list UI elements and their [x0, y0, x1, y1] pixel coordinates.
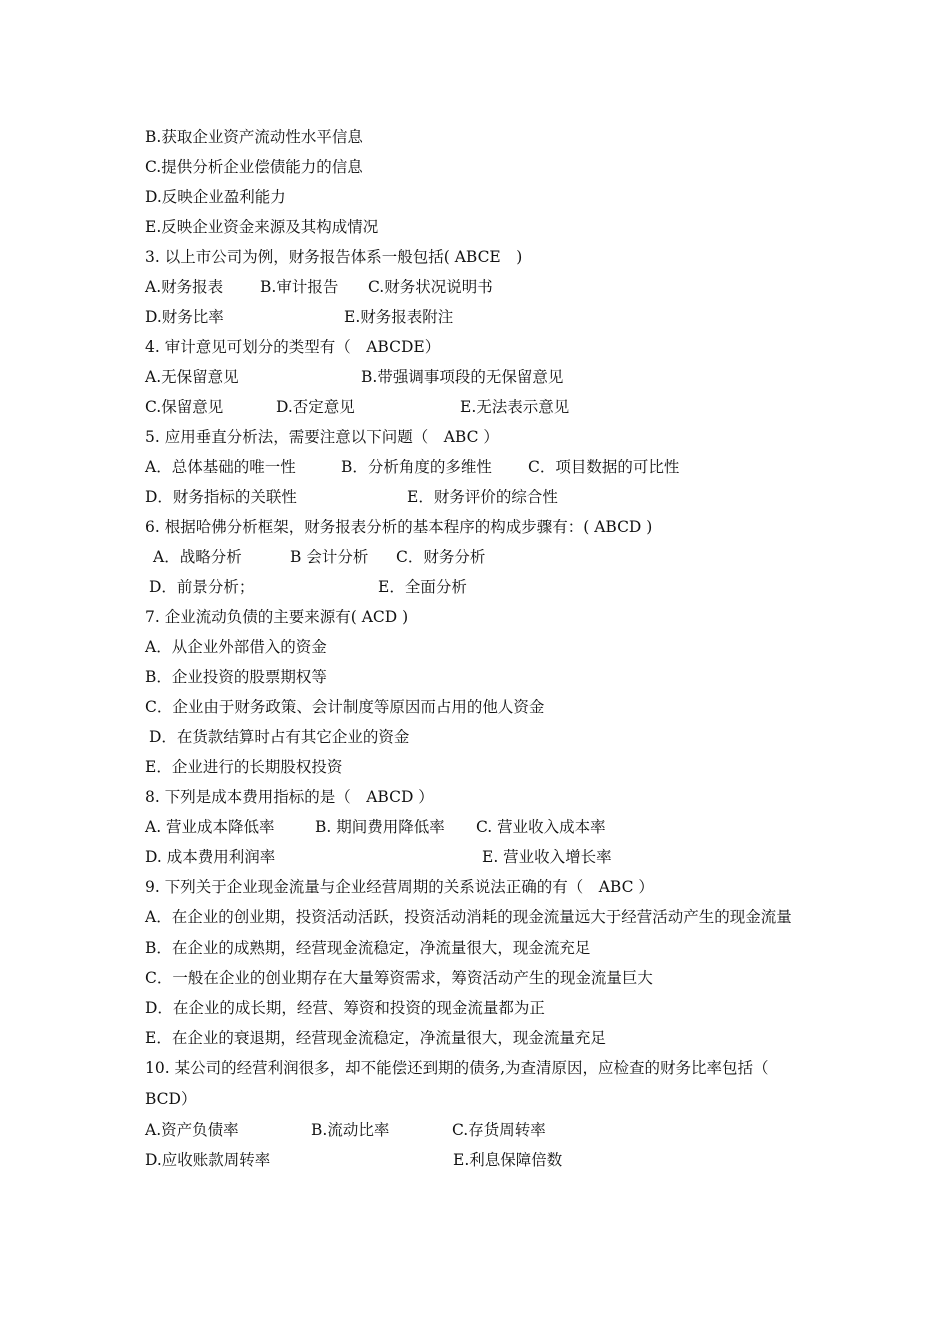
question-text: 6. 根据哈佛分析框架，财务报表分析的基本程序的构成步骤有：( ABCD )	[145, 518, 653, 536]
option-text: D．在货款结算时占有其它企业的资金	[149, 728, 410, 746]
option-d: D．财务指标的关联性	[145, 488, 297, 506]
question-3	[145, 242, 805, 272]
question-9-option-a	[145, 902, 805, 933]
question-9-option-e	[145, 1023, 805, 1053]
question-7	[145, 602, 805, 632]
question-3-options-row-2	[145, 302, 805, 332]
question-7-option-c	[145, 692, 805, 722]
option-text: D.反映企业盈利能力	[145, 188, 286, 206]
question-8-options-row-2	[145, 842, 805, 872]
question-4-options-row-2	[145, 392, 805, 422]
question-10-options-row-1	[145, 1115, 805, 1145]
option-b: B 会计分析	[290, 548, 369, 566]
option-text: A．从企业外部借入的资金	[145, 638, 327, 656]
document-body	[145, 122, 805, 1175]
option-text: A．在企业的创业期，投资活动活跃，投资活动消耗的现金流量远大于经营活动产生的现金流量	[145, 908, 792, 926]
option-c: C. 营业收入成本率	[476, 818, 606, 836]
option-e: E.利息保障倍数	[453, 1151, 563, 1169]
question-8	[145, 782, 805, 812]
question-9	[145, 872, 805, 902]
option-a: A. 营业成本降低率	[145, 818, 275, 836]
question-9-option-c	[145, 963, 805, 993]
option-e: E.财务报表附注	[344, 308, 454, 326]
question-7-option-b	[145, 662, 805, 692]
question-9-option-b	[145, 933, 805, 963]
option-c: C．财务分析	[396, 548, 486, 566]
question-5	[145, 422, 805, 452]
question-7-option-d	[145, 722, 805, 752]
option-text: E.反映企业资金来源及其构成情况	[145, 218, 379, 236]
option-d: D. 成本费用利润率	[145, 848, 276, 866]
option-c-line	[145, 152, 805, 182]
question-5-options-row-2	[145, 482, 805, 512]
option-b: B.流动比率	[311, 1121, 390, 1139]
question-10	[145, 1053, 805, 1115]
option-e-line	[145, 212, 805, 242]
question-6-options-row-1	[145, 542, 805, 572]
option-text: B．企业投资的股票期权等	[145, 668, 327, 686]
option-a: A．总体基础的唯一性	[145, 458, 296, 476]
question-10-options-row-2	[145, 1145, 805, 1175]
option-c: C.财务状况说明书	[368, 278, 493, 296]
option-e: E．财务评价的综合性	[407, 488, 558, 506]
option-c: C.存货周转率	[452, 1121, 546, 1139]
option-b: B. 期间费用降低率	[315, 818, 445, 836]
option-c: C．项目数据的可比性	[528, 458, 680, 476]
question-text: 10. 某公司的经营利润很多，却不能偿还到期的债务,为查清原因，应检查的财务比率包括（ BCD）	[145, 1059, 785, 1108]
question-text: 9. 下列关于企业现金流量与企业经营周期的关系说法正确的有（ ABC ）	[145, 878, 654, 896]
question-text: 4. 审计意见可划分的类型有（ ABCDE）	[145, 338, 441, 356]
option-a: A.资产负债率	[145, 1121, 239, 1139]
option-a: A.财务报表	[145, 278, 224, 296]
option-text: E．在企业的衰退期，经营现金流稳定，净流量很大，现金流量充足	[145, 1029, 606, 1047]
question-6	[145, 512, 805, 542]
option-d: D.应收账款周转率	[145, 1151, 271, 1169]
option-text: B．在企业的成熟期，经营现金流稳定，净流量很大，现金流充足	[145, 939, 591, 957]
question-4-options-row-1	[145, 362, 805, 392]
question-text: 5. 应用垂直分析法，需要注意以下问题（ ABC ）	[145, 428, 499, 446]
option-d: D.否定意见	[276, 398, 355, 416]
question-text: 8. 下列是成本费用指标的是（ ABCD ）	[145, 788, 434, 806]
question-9-option-d	[145, 993, 805, 1023]
option-b: B.带强调事项段的无保留意见	[361, 368, 564, 386]
option-d: D.财务比率	[145, 308, 224, 326]
option-b-line	[145, 122, 805, 152]
option-text: C.提供分析企业偿债能力的信息	[145, 158, 363, 176]
question-7-option-a	[145, 632, 805, 662]
option-text: C．一般在企业的创业期存在大量筹资需求，筹资活动产生的现金流量巨大	[145, 969, 653, 987]
option-e: E.无法表示意见	[460, 398, 570, 416]
question-text: 7. 企业流动负债的主要来源有( ACD )	[145, 608, 409, 626]
question-7-option-e	[145, 752, 805, 782]
option-text: B.获取企业资产流动性水平信息	[145, 128, 363, 146]
question-8-options-row-1	[145, 812, 805, 842]
option-text: D．在企业的成长期，经营、筹资和投资的现金流量都为正	[145, 999, 545, 1017]
option-a: A．战略分析	[153, 548, 242, 566]
option-e: E．全面分析	[378, 578, 467, 596]
question-4	[145, 332, 805, 362]
option-b: B.审计报告	[260, 278, 339, 296]
option-d-line	[145, 182, 805, 212]
option-c: C.保留意见	[145, 398, 224, 416]
option-a: A.无保留意见	[145, 368, 239, 386]
option-d: D．前景分析；	[149, 578, 255, 596]
option-text: E．企业进行的长期股权投资	[145, 758, 343, 776]
question-6-options-row-2	[145, 572, 805, 602]
option-b: B．分析角度的多维性	[341, 458, 492, 476]
option-text: C．企业由于财务政策、会计制度等原因而占用的他人资金	[145, 698, 545, 716]
question-text: 3. 以上市公司为例，财务报告体系一般包括( ABCE )	[145, 248, 523, 266]
question-3-options-row-1	[145, 272, 805, 302]
option-e: E. 营业收入增长率	[482, 848, 612, 866]
question-5-options-row-1	[145, 452, 805, 482]
